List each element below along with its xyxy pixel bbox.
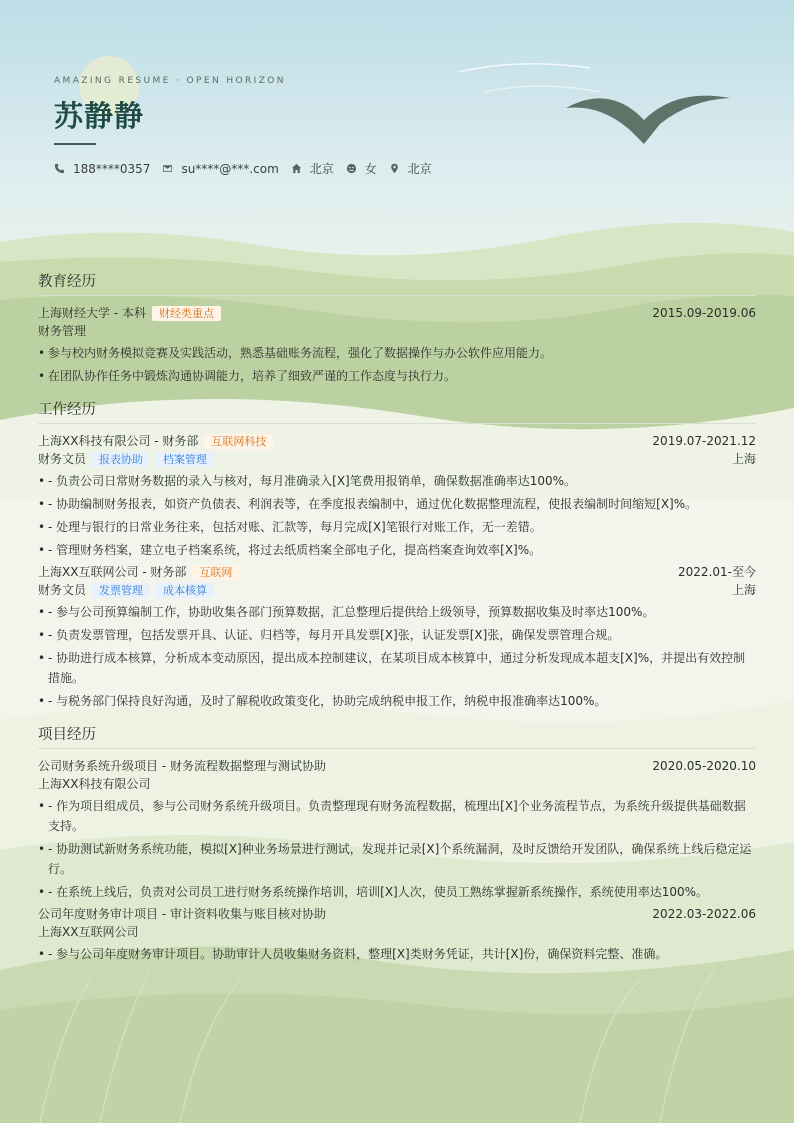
list-item: • - 参与公司年度财务审计项目。协助审计人员收集财务资料，整理[X]类财务凭证，共计[X]份，确保资料完整、准确。 — [38, 944, 756, 964]
work-header-row — [38, 563, 756, 581]
contact-email-text: su****@***.com — [181, 161, 279, 176]
list-item: • 在团队协作任务中锻炼沟通协调能力，培养了细致严谨的工作态度与执行力。 — [38, 366, 756, 386]
list-item: • - 参与公司预算编制工作，协助收集各部门预算数据，汇总整理后提供给上级领导，预算数据收集及时率达100%。 — [38, 602, 756, 622]
section-gap — [38, 715, 756, 725]
project-entry — [38, 905, 756, 964]
list-item: • - 处理与银行的日常业务往来，包括对账、汇款等，每月完成[X]笔银行对账工作，无一差错。 — [38, 517, 756, 537]
education-bullets — [38, 343, 756, 386]
project-name: 公司财务系统升级项目 - 财务流程数据整理与测试协助 — [38, 759, 326, 773]
list-item: • 参与校内财务模拟竞赛及实践活动，熟悉基础账务流程，强化了数据操作与办公软件应用能力。 — [38, 343, 756, 363]
role-left — [38, 581, 214, 599]
project-org: 上海XX科技有限公司 — [38, 777, 151, 791]
contact-location-text: 北京 — [407, 162, 432, 176]
work-entry — [38, 563, 756, 711]
contact-bar — [54, 160, 444, 177]
role-left — [38, 450, 214, 468]
list-item: • - 协助编制财务报表，如资产负债表、利润表等，在季度报表编制中，通过优化数据整理流程，使报表编制时间缩短[X]%。 — [38, 494, 756, 514]
work-location: 上海 — [731, 452, 756, 466]
tagline: AMAZING RESUME · OPEN HORIZON — [54, 76, 286, 86]
location-pin-icon — [389, 163, 400, 174]
gender-icon — [346, 163, 357, 174]
role-tag: 成本核算 — [156, 583, 214, 598]
project-org: 上海XX互联网公司 — [38, 925, 139, 939]
home-icon — [291, 163, 302, 174]
work-bullets — [38, 471, 756, 560]
company-tag: 互联网 — [192, 565, 239, 580]
contact-hometown-text: 北京 — [309, 162, 334, 176]
work-header-left — [38, 563, 239, 581]
role-tag: 发票管理 — [92, 583, 150, 598]
work-date: 2022.01-至今 — [678, 565, 756, 579]
section-title: 项目经历 — [38, 725, 756, 749]
education-header-row — [38, 304, 756, 322]
list-item: • - 与税务部门保持良好沟通，及时了解税收政策变化，协助完成纳税申报工作，纳税申报准确率达100%。 — [38, 691, 756, 711]
resume-content — [38, 272, 756, 968]
company-tag: 互联网科技 — [204, 434, 273, 449]
role-row — [38, 450, 756, 468]
contact-hometown — [291, 160, 334, 177]
project-bullets — [38, 944, 756, 964]
project-bullets — [38, 796, 756, 902]
education-entry — [38, 304, 756, 386]
section-title: 工作经历 — [38, 400, 756, 424]
name-underline — [54, 143, 96, 145]
list-item: • - 负责发票管理，包括发票开具、认证、归档等，每月开具发票[X]张，认证发票[X]张，确保发票管理合规。 — [38, 625, 756, 645]
school-tag: 财经类重点 — [152, 306, 221, 321]
project-date: 2022.03-2022.06 — [652, 907, 756, 921]
project-org-row — [38, 923, 756, 941]
contact-email — [162, 162, 278, 176]
list-item: • - 负责公司日常财务数据的录入与核对，每月准确录入[X]笔费用报销单，确保数据准确率达100%。 — [38, 471, 756, 491]
work-entry — [38, 432, 756, 560]
work-header-left — [38, 432, 273, 450]
company-name: 上海XX互联网公司 - 财务部 — [38, 565, 187, 579]
work-location: 上海 — [731, 583, 756, 597]
list-item: • - 协助测试新财务系统功能，模拟[X]种业务场景进行测试，发现并记录[X]个系统漏洞，及时反馈给开发团队，确保系统上线后稳定运行。 — [38, 839, 756, 879]
work-date: 2019.07-2021.12 — [652, 434, 756, 448]
project-header-row — [38, 905, 756, 923]
list-item: • - 作为项目组成员，参与公司财务系统升级项目。负责整理现有财务流程数据，梳理出[X]个业务流程节点，为系统升级提供基础数据支持。 — [38, 796, 756, 836]
role: 财务文员 — [38, 583, 87, 597]
list-item: • - 管理财务档案，建立电子档案系统，将过去纸质档案全部电子化，提高档案查询效率[X]%。 — [38, 540, 756, 560]
work-section — [38, 400, 756, 711]
project-header-row — [38, 757, 756, 775]
education-header-left — [38, 304, 221, 322]
section-title: 教育经历 — [38, 272, 756, 296]
company-name: 上海XX科技有限公司 - 财务部 — [38, 434, 199, 448]
contact-phone — [54, 162, 150, 176]
role-row — [38, 581, 756, 599]
candidate-name: 苏静静 — [54, 99, 145, 133]
mail-icon — [162, 163, 173, 174]
contact-gender-text: 女 — [364, 162, 377, 176]
education-section — [38, 272, 756, 386]
work-bullets — [38, 602, 756, 711]
contact-gender — [346, 160, 377, 177]
project-org-row — [38, 775, 756, 793]
work-header-row — [38, 432, 756, 450]
phone-icon — [54, 163, 65, 174]
list-item: • - 在系统上线后，负责对公司员工进行财务系统操作培训，培训[X]人次，使员工熟练掌握新系统操作，系统使用率达100%。 — [38, 882, 756, 902]
major-row — [38, 322, 756, 340]
list-item: • - 协助进行成本核算，分析成本变动原因，提出成本控制建议，在某项目成本核算中，通过分析发现成本超支[X]%，并提出有效控制措施。 — [38, 648, 756, 688]
school-name: 上海财经大学 - 本科 — [38, 306, 146, 320]
project-entry — [38, 757, 756, 902]
role-tag: 档案管理 — [156, 452, 214, 467]
contact-location — [389, 160, 432, 177]
project-name: 公司年度财务审计项目 - 审计资料收集与账目核对协助 — [38, 907, 326, 921]
section-gap — [38, 390, 756, 400]
role-tag: 报表协助 — [92, 452, 150, 467]
project-date: 2020.05-2020.10 — [652, 759, 756, 773]
education-date: 2015.09-2019.06 — [652, 306, 756, 320]
projects-section — [38, 725, 756, 964]
role: 财务文员 — [38, 452, 87, 466]
contact-phone-text: 188****0357 — [73, 161, 151, 176]
major: 财务管理 — [38, 324, 87, 338]
